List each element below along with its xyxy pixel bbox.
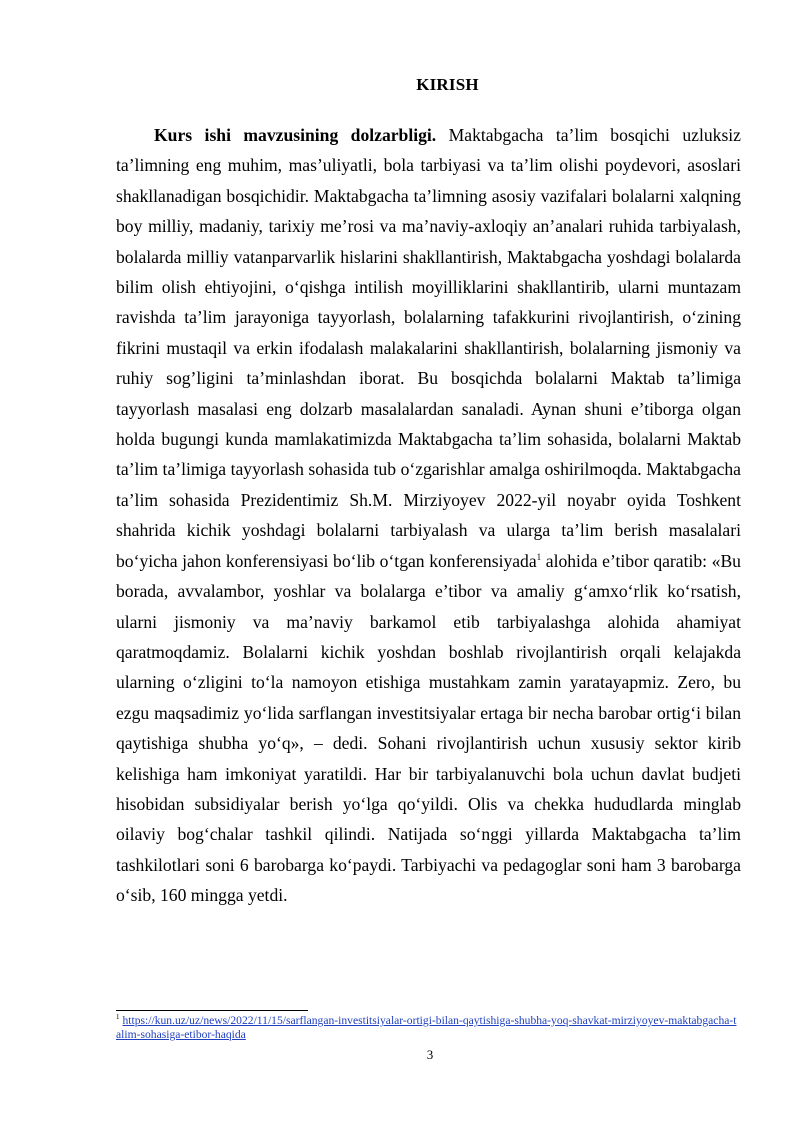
body-paragraph xyxy=(116,120,741,911)
footnote-link[interactable]: https://kun.uz/uz/news/2022/11/15/sarflangan-investitsiyalar-ortigi-bilan-qaytishiga-shubha-yoq-shavkat-mirziyoyev-maktabgacha-talim-sohasiga-etibor-haqida xyxy=(116,1014,737,1041)
footnote-divider xyxy=(116,1010,308,1011)
footnote-marker[interactable]: 1 xyxy=(536,551,542,562)
paragraph-text-part-1: Maktabgacha ta’lim bosqichi uzluksiz ta’limning eng muhim, mas’uliyatli, bola tarbiyasi va ta’lim olishi poydevori, asoslari shakllanadigan bosqichidir. Maktabgacha ta’limning asosiy vazifalari bolalarni xalqning boy milliy, madaniy, tarixiy me’rosi va ma’naviy-axloqiy an’analari ruhida tarbiyalash, bolalarda milliy vatanparvarlik hislarini shakllantirish, Maktabgacha yoshdagi bolalarda bilim olish ehtiyojini, o‘qishga intilish moyilliklarini shakllantirib, ularni muntazam ravishda ta’lim jarayoniga tayyorlash, bolalarning tafakkurini rivojlantirish, o‘zining fikrini mustaqil va erkin ifodalash malakalarini shakllantirish, bolalarning jismoniy va ruhiy sog’ligini ta’minlashdan iborat. Bu bosqichda bolalarni Maktab ta’limiga tayyorlash masalasi eng dolzarb masalalardan sanaladi. Aynan shuni e’tiborga olgan holda bugungi kunda mamlakatimizda Maktabgacha ta’lim sohasida, bolalarni Maktab ta’lim ta’limiga tayyorlash sohasida tub o‘zgarishlar amalga oshirilmoqda. Maktabgacha ta’lim sohasida Prezidentimiz Sh.M. Mirziyoyev 2022-yil noyabr oyida Toshkent shahrida kichik yoshdagi bolalarni tarbiyalash va ularga ta’lim berish masalalari bo‘yicha jahon konferensiyasi bo‘lib o‘tgan konferensiyada xyxy=(116,125,741,571)
paragraph-text-part-2: alohida e’tibor qaratib: «Bu borada, avvalambor, yoshlar va bolalarga e’tibor va amaliy g‘amxo‘rlik ko‘rsatish, ularni jismoniy va ma’naviy barkamol etib tarbiyalashga alohida ahamiyat qaratmoqdamiz. Bolalarni kichik yoshdan boshlab rivojlantirish orqali kelajakda ularning o‘zligini to‘la namoyon etishiga mustahkam zamin yaratayapmiz. Zero, bu ezgu maqsadimiz yo‘lida sarflangan investitsiyalar ertaga bir necha barobar ortig‘i bilan qaytishiga shubha yo‘q», – dedi. Sohani rivojlantirish uchun xususiy sektor kirib kelishiga ham imkoniyat yaratildi. Har bir tarbiyalanuvchi bola uchun davlat budjeti hisobidan subsidiyalar berish yo‘lga qo‘yildi. Olis va chekka hududlarda minglab oilaviy bog‘chalar tashkil qilindi. Natijada so‘nggi yillarda Maktabgacha ta’lim tashkilotlari soni 6 barobarga ko‘paydi. Tarbiyachi va pedagoglar soni ham 3 barobarga o‘sib, 160 mingga yetdi. xyxy=(116,550,741,906)
page-number: 3 xyxy=(426,1047,434,1062)
footnote xyxy=(116,1014,741,1042)
footnote-number: 1 xyxy=(116,1013,120,1022)
paragraph-lead: Kurs ishi mavzusining dolzarbligi. xyxy=(154,125,437,145)
page-title: KIRISH xyxy=(416,75,479,94)
